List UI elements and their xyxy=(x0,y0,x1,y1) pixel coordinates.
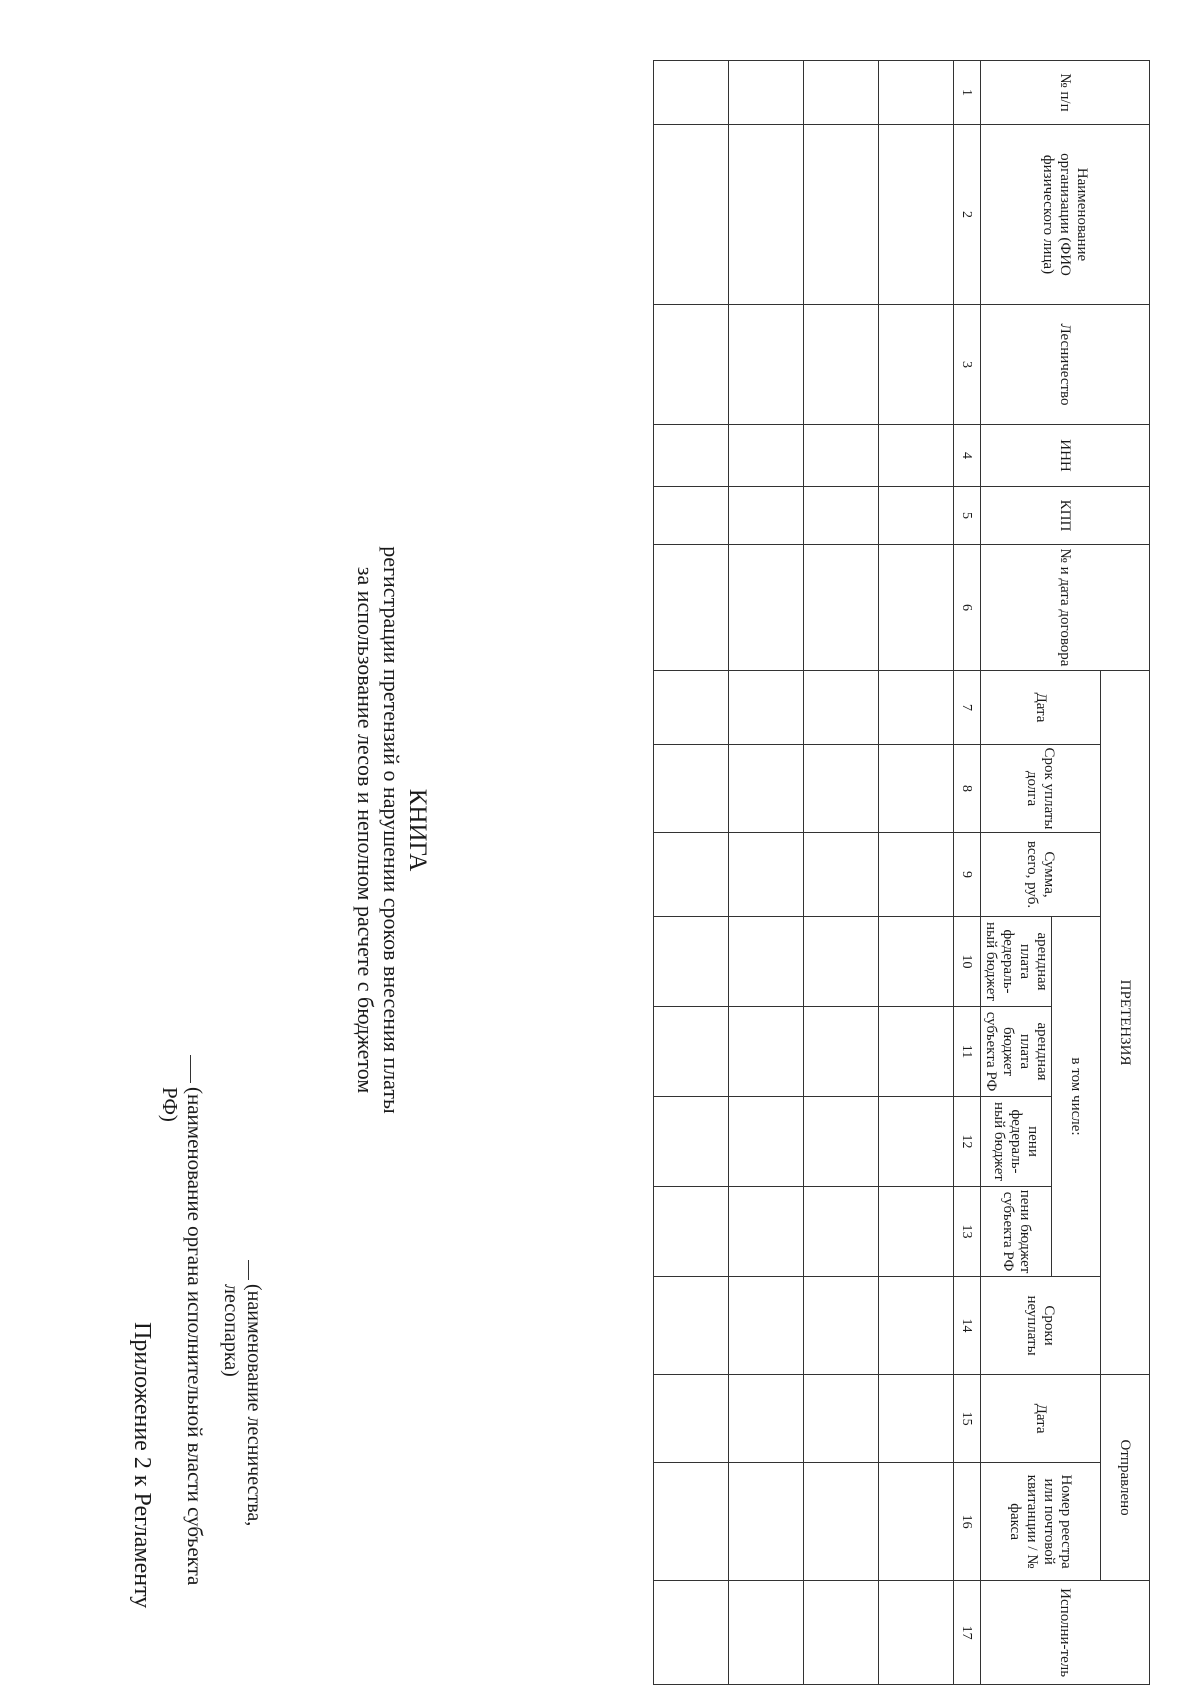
claims-register-table xyxy=(653,60,1150,1685)
column-number: 15 xyxy=(954,1375,981,1463)
entry-cell[interactable] xyxy=(879,1463,954,1581)
column-number: 9 xyxy=(954,833,981,917)
entry-cell[interactable] xyxy=(879,1187,954,1277)
book-title-main: КНИГА xyxy=(404,788,431,872)
entry-cell[interactable] xyxy=(879,671,954,745)
authority-caption: (наименование органа исполнительной власти субъекта РФ) xyxy=(157,1083,207,1613)
entry-cell[interactable] xyxy=(879,305,954,425)
entry-cell[interactable] xyxy=(804,1375,879,1463)
column-number: 10 xyxy=(954,917,981,1007)
entry-cell[interactable] xyxy=(879,487,954,545)
col-header-registry-number: Номер реестра или почтовой квитанции / № факса xyxy=(981,1463,1101,1581)
entry-cell[interactable] xyxy=(879,833,954,917)
entry-cell[interactable] xyxy=(729,487,804,545)
entry-cell[interactable] xyxy=(654,425,729,487)
column-number: 1 xyxy=(954,61,981,125)
entry-cell[interactable] xyxy=(804,487,879,545)
entry-cell[interactable] xyxy=(654,917,729,1007)
entry-cell[interactable] xyxy=(729,917,804,1007)
entry-cell[interactable] xyxy=(804,125,879,305)
col-header-sent-date: Дата xyxy=(981,1375,1101,1463)
entry-cell[interactable] xyxy=(729,1581,804,1685)
entry-cell[interactable] xyxy=(654,1277,729,1375)
col-header-debt-term: Срок уплаты долга xyxy=(981,745,1101,833)
entry-cell[interactable] xyxy=(879,1007,954,1097)
entry-cell[interactable] xyxy=(654,125,729,305)
column-number: 17 xyxy=(954,1581,981,1685)
appendix-label: Приложение 2 к Регламенту xyxy=(129,1322,155,1609)
column-number: 14 xyxy=(954,1277,981,1375)
entry-cell[interactable] xyxy=(804,305,879,425)
col-header-executor: Исполни-тель xyxy=(981,1581,1150,1685)
book-title-line2: регистрации претензий о нарушении сроков внесения платы xyxy=(379,546,404,1114)
entry-cell[interactable] xyxy=(729,1375,804,1463)
entry-cell[interactable] xyxy=(804,745,879,833)
entry-cell[interactable] xyxy=(729,1097,804,1187)
entry-cell[interactable] xyxy=(879,1277,954,1375)
entry-cell[interactable] xyxy=(729,125,804,305)
column-number: 2 xyxy=(954,125,981,305)
entry-cell[interactable] xyxy=(804,1277,879,1375)
col-header-claim-date: Дата xyxy=(981,671,1101,745)
entry-cell[interactable] xyxy=(654,1463,729,1581)
col-header-rent-federal: арендная плата федераль-ный бюджет xyxy=(981,917,1052,1007)
column-number: 11 xyxy=(954,1007,981,1097)
col-header-total-sum: Сумма, всего, руб. xyxy=(981,833,1101,917)
entry-cell[interactable] xyxy=(804,425,879,487)
entry-cell[interactable] xyxy=(729,61,804,125)
entry-cell[interactable] xyxy=(729,1277,804,1375)
entry-cell[interactable] xyxy=(654,745,729,833)
empty-entry-row xyxy=(879,61,954,1685)
entry-cell[interactable] xyxy=(879,1375,954,1463)
entry-cell[interactable] xyxy=(879,917,954,1007)
entry-cell[interactable] xyxy=(654,305,729,425)
entry-cell[interactable] xyxy=(804,61,879,125)
entry-cell[interactable] xyxy=(654,545,729,671)
empty-entry-row xyxy=(729,61,804,1685)
col-header-contract: № и дата договора xyxy=(981,545,1150,671)
entry-cell[interactable] xyxy=(729,833,804,917)
entry-cell[interactable] xyxy=(879,61,954,125)
column-number: 4 xyxy=(954,425,981,487)
forestry-caption: (наименование лесничества, лесопарка) xyxy=(219,1280,265,1615)
entry-cell[interactable] xyxy=(729,305,804,425)
entry-cell[interactable] xyxy=(804,1463,879,1581)
entry-cell[interactable] xyxy=(879,745,954,833)
entry-cell[interactable] xyxy=(804,1097,879,1187)
column-number: 6 xyxy=(954,545,981,671)
column-number: 13 xyxy=(954,1187,981,1277)
col-header-nonpayment-terms: Сроки неуплаты xyxy=(981,1277,1101,1375)
entry-cell[interactable] xyxy=(879,1581,954,1685)
column-number: 12 xyxy=(954,1097,981,1187)
entry-cell[interactable] xyxy=(729,545,804,671)
entry-cell[interactable] xyxy=(654,1581,729,1685)
entry-cell[interactable] xyxy=(804,1007,879,1097)
column-number: 7 xyxy=(954,671,981,745)
entry-cell[interactable] xyxy=(804,1187,879,1277)
entry-cell[interactable] xyxy=(804,833,879,917)
entry-cell[interactable] xyxy=(879,1097,954,1187)
entry-cell[interactable] xyxy=(654,487,729,545)
col-header-kpp: КПП xyxy=(981,487,1150,545)
book-title-line3: за использование лесов и неполном расчете с бюджетом xyxy=(353,566,378,1094)
entry-cell[interactable] xyxy=(654,1097,729,1187)
entry-cell[interactable] xyxy=(879,425,954,487)
entry-cell[interactable] xyxy=(804,545,879,671)
header-row-1 xyxy=(1101,61,1150,1685)
column-number: 16 xyxy=(954,1463,981,1581)
entry-cell[interactable] xyxy=(654,1007,729,1097)
col-header-organization: Наименование организации (ФИО физического лица) xyxy=(981,125,1150,305)
book-title xyxy=(352,380,430,1280)
col-header-number: № п/п xyxy=(981,61,1150,125)
entry-cell[interactable] xyxy=(804,917,879,1007)
entry-cell[interactable] xyxy=(654,61,729,125)
group-header-including: в том числе: xyxy=(1052,917,1101,1277)
entry-cell[interactable] xyxy=(654,833,729,917)
empty-entry-row xyxy=(654,61,729,1685)
entry-cell[interactable] xyxy=(879,545,954,671)
col-header-rent-regional: арендная плата бюджет субъекта РФ xyxy=(981,1007,1052,1097)
entry-cell[interactable] xyxy=(729,1187,804,1277)
col-header-inn: ИНН xyxy=(981,425,1150,487)
column-number: 3 xyxy=(954,305,981,425)
entry-cell[interactable] xyxy=(729,671,804,745)
entry-cell[interactable] xyxy=(804,1581,879,1685)
group-header-claim: ПРЕТЕНЗИЯ xyxy=(1101,671,1150,1375)
entry-cell[interactable] xyxy=(729,745,804,833)
col-header-penalty-federal: пени федераль-ный бюджет xyxy=(981,1097,1052,1187)
col-header-penalty-regional: пени бюджет субъекта РФ xyxy=(981,1187,1052,1277)
entry-cell[interactable] xyxy=(654,671,729,745)
entry-cell[interactable] xyxy=(729,1463,804,1581)
column-number: 8 xyxy=(954,745,981,833)
entry-cell[interactable] xyxy=(879,125,954,305)
entry-cell[interactable] xyxy=(804,671,879,745)
entry-cell[interactable] xyxy=(729,1007,804,1097)
entry-cell[interactable] xyxy=(654,1187,729,1277)
group-header-sent: Отправлено xyxy=(1101,1375,1150,1581)
entry-cell[interactable] xyxy=(729,425,804,487)
col-header-forestry: Лесничество xyxy=(981,305,1150,425)
column-number: 5 xyxy=(954,487,981,545)
column-numbers-row xyxy=(954,61,981,1685)
empty-entry-row xyxy=(804,61,879,1685)
entry-cell[interactable] xyxy=(654,1375,729,1463)
